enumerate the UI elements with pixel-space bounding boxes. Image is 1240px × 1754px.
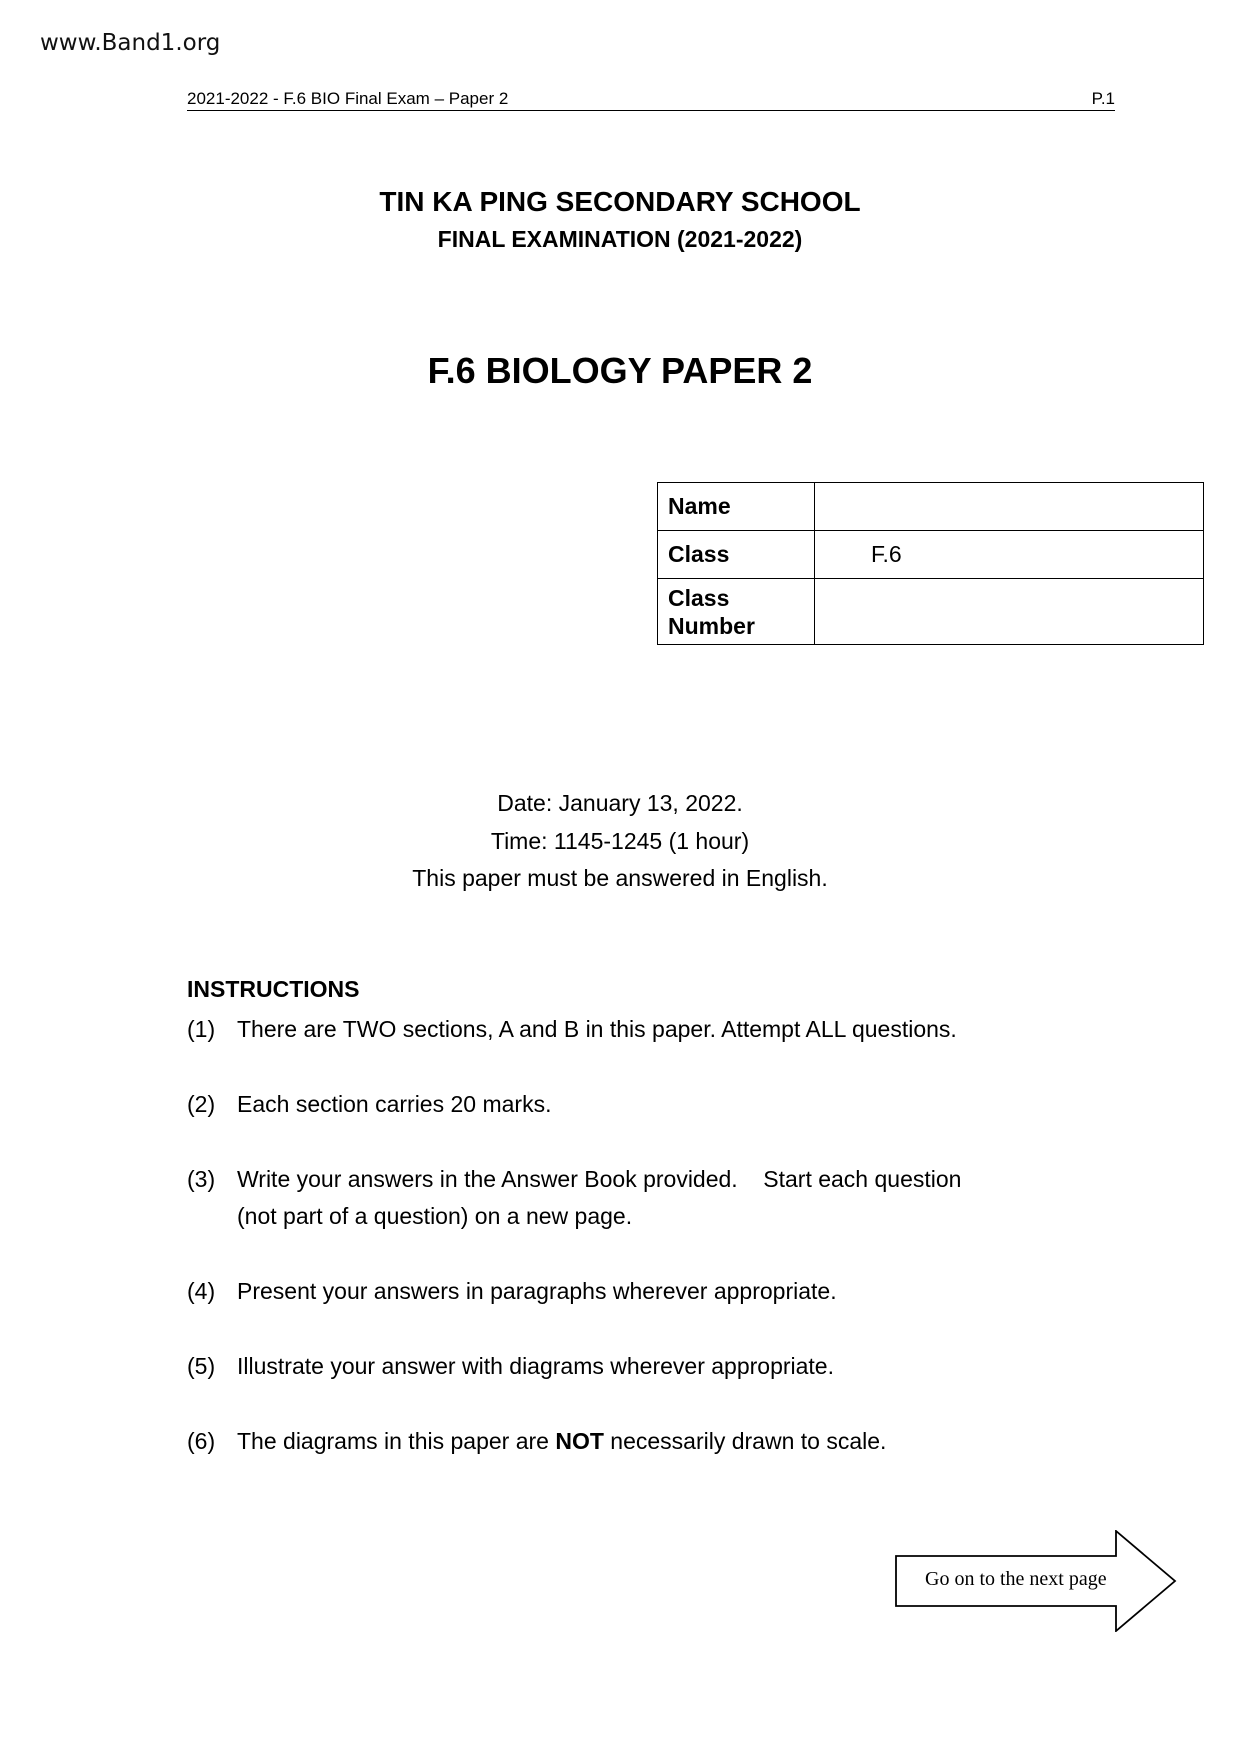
instruction-text: Illustrate your answer with diagrams wherever appropriate. <box>237 1353 834 1379</box>
instruction-text-line1: Write your answers in the Answer Book provided. Start each question <box>237 1166 962 1192</box>
next-page-indicator <box>895 1530 1177 1632</box>
class-row <box>658 531 1204 579</box>
class-number-label <box>658 579 815 645</box>
instruction-item <box>187 1273 1087 1310</box>
instruction-item <box>187 1423 1087 1460</box>
instruction-text <box>237 1161 1087 1235</box>
instruction-text: Present your answers in paragraphs wherever appropriate. <box>237 1278 837 1304</box>
school-name: TIN KA PING SECONDARY SCHOOL <box>379 186 861 217</box>
student-info-table <box>657 482 1204 645</box>
exam-time: Time: 1145-1245 (1 hour) <box>490 827 750 854</box>
exam-title: FINAL EXAMINATION (2021-2022) <box>437 226 803 252</box>
class-number-row <box>658 579 1204 645</box>
instructions-section <box>187 976 1087 1460</box>
exam-date: Date: January 13, 2022. <box>497 790 743 816</box>
class-field[interactable]: F.6 <box>815 531 1204 579</box>
instruction-text-before: The diagrams in this paper are <box>237 1428 556 1454</box>
next-page-label: Go on to the next page <box>925 1568 1107 1590</box>
instruction-item <box>187 1086 1087 1123</box>
class-label: Class <box>658 531 815 579</box>
instruction-text-line2: (not part of a question) on a new page. <box>237 1203 633 1229</box>
instruction-text: There are TWO sections, A and B in this paper. Attempt ALL questions. <box>237 1016 957 1042</box>
exam-details <box>0 785 1240 898</box>
watermark-url: www.Band1.org <box>40 30 221 56</box>
paper-title: F.6 BIOLOGY PAPER 2 <box>427 350 813 391</box>
name-label: Name <box>658 483 815 531</box>
instruction-number: (6) <box>187 1428 216 1454</box>
instruction-number: (5) <box>187 1353 216 1379</box>
name-field[interactable] <box>815 483 1204 531</box>
name-row <box>658 483 1204 531</box>
instruction-text <box>237 1423 1087 1460</box>
instruction-number: (1) <box>187 1016 216 1042</box>
page-header <box>187 88 1115 111</box>
page-number: P.1 <box>1091 89 1115 108</box>
instruction-text-bold: NOT <box>555 1428 604 1454</box>
header-title: 2021-2022 - F.6 BIO Final Exam – Paper 2 <box>187 89 509 108</box>
instruction-text-after: necessarily drawn to scale. <box>603 1428 887 1454</box>
instruction-item <box>187 1011 1087 1048</box>
instruction-number: (2) <box>187 1091 216 1117</box>
exam-language: This paper must be answered in English. <box>412 865 828 891</box>
class-number-field[interactable] <box>815 579 1204 645</box>
instructions-heading: INSTRUCTIONS <box>187 976 360 1002</box>
instruction-number: (4) <box>187 1278 216 1304</box>
instruction-item <box>187 1161 1087 1235</box>
instruction-item <box>187 1348 1087 1385</box>
instruction-text: Each section carries 20 marks. <box>237 1091 552 1117</box>
class-number-label-line1: Class <box>668 584 730 611</box>
instruction-number: (3) <box>187 1166 216 1192</box>
class-number-label-line2: Number <box>668 612 755 639</box>
